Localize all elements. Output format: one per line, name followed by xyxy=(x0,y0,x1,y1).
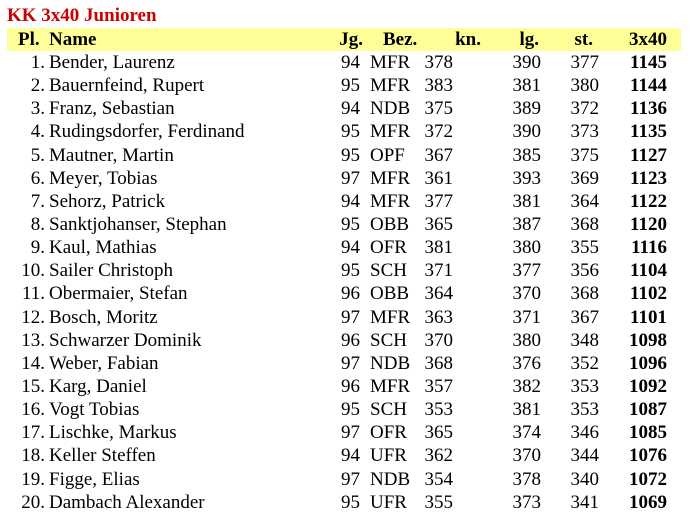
cell-pl: 10. xyxy=(21,260,45,282)
cell-st: 373 xyxy=(570,121,599,143)
header-jg: Jg. xyxy=(339,29,363,50)
cell-jg: 94 xyxy=(341,445,360,467)
cell-st: 375 xyxy=(570,144,599,166)
cell-jg: 95 xyxy=(341,75,360,97)
cell-name: Lischke, Markus xyxy=(49,422,177,444)
cell-st: 353 xyxy=(570,399,599,421)
page-title: KK 3x40 Junioren xyxy=(7,5,157,26)
cell-bez: SCH xyxy=(370,399,407,421)
cell-st: 344 xyxy=(570,445,599,467)
cell-total: 1120 xyxy=(630,213,667,235)
cell-lg: 373 xyxy=(512,491,541,513)
table-header xyxy=(0,28,691,51)
cell-kn: 354 xyxy=(424,468,453,490)
cell-name: Figge, Elias xyxy=(49,468,140,490)
cell-total: 1116 xyxy=(631,237,667,259)
cell-kn: 363 xyxy=(424,306,453,328)
cell-name: Bosch, Moritz xyxy=(49,306,158,328)
cell-bez: MFR xyxy=(370,167,411,189)
cell-jg: 96 xyxy=(341,283,360,305)
cell-total: 1069 xyxy=(629,491,667,513)
cell-lg: 393 xyxy=(512,167,541,189)
cell-name: Sehorz, Patrick xyxy=(49,190,166,212)
cell-name: Dambach Alexander xyxy=(49,491,205,513)
cell-st: 340 xyxy=(570,468,599,490)
cell-kn: 365 xyxy=(424,213,453,235)
cell-kn: 375 xyxy=(424,98,453,120)
cell-kn: 362 xyxy=(424,445,453,467)
cell-name: Bauernfeind, Rupert xyxy=(49,75,205,97)
cell-kn: 361 xyxy=(424,167,453,189)
cell-pl: 20. xyxy=(21,491,45,513)
table-row xyxy=(0,329,691,352)
cell-jg: 95 xyxy=(341,121,360,143)
table-row xyxy=(0,144,691,167)
cell-name: Franz, Sebastian xyxy=(49,98,175,120)
cell-st: 380 xyxy=(570,75,599,97)
cell-lg: 381 xyxy=(512,399,541,421)
cell-kn: 353 xyxy=(424,399,453,421)
cell-total: 1096 xyxy=(629,352,667,374)
cell-name: Sanktjohanser, Stephan xyxy=(49,213,227,235)
cell-total: 1104 xyxy=(630,260,667,282)
cell-bez: MFR xyxy=(370,375,411,397)
cell-bez: OBB xyxy=(370,283,410,305)
cell-name: Vogt Tobias xyxy=(49,399,140,421)
cell-st: 377 xyxy=(570,52,599,73)
cell-st: 369 xyxy=(570,167,599,189)
cell-kn: 381 xyxy=(424,237,453,259)
cell-kn: 364 xyxy=(424,283,453,305)
cell-st: 367 xyxy=(570,306,599,328)
cell-lg: 378 xyxy=(512,468,541,490)
cell-pl: 6. xyxy=(30,167,45,189)
cell-lg: 374 xyxy=(512,422,541,444)
cell-st: 355 xyxy=(570,237,599,259)
cell-st: 341 xyxy=(570,491,599,513)
cell-total: 1087 xyxy=(629,399,667,421)
header-st: st. xyxy=(574,29,593,50)
cell-bez: UFR xyxy=(370,491,407,513)
cell-lg: 370 xyxy=(512,445,541,467)
cell-total: 1092 xyxy=(629,375,667,397)
header-name: Name xyxy=(49,29,97,50)
cell-bez: MFR xyxy=(370,306,411,328)
cell-pl: 4. xyxy=(30,121,45,143)
cell-pl: 3. xyxy=(30,98,45,120)
cell-pl: 17. xyxy=(21,422,45,444)
cell-jg: 94 xyxy=(341,52,360,73)
cell-pl: 11. xyxy=(21,283,45,305)
cell-name: Keller Steffen xyxy=(49,445,156,467)
table-row xyxy=(0,213,691,236)
cell-st: 356 xyxy=(570,260,599,282)
cell-st: 346 xyxy=(570,422,599,444)
cell-st: 348 xyxy=(570,329,599,351)
cell-total: 1136 xyxy=(630,98,667,120)
cell-name: Sailer Christoph xyxy=(49,260,174,282)
table-row xyxy=(0,306,691,329)
cell-bez: UFR xyxy=(370,445,407,467)
cell-name: Rudingsdorfer, Ferdinand xyxy=(49,121,245,143)
cell-st: 352 xyxy=(570,352,599,374)
cell-lg: 371 xyxy=(512,306,541,328)
cell-bez: OPF xyxy=(370,144,405,166)
cell-bez: MFR xyxy=(370,52,411,73)
cell-name: Weber, Fabian xyxy=(49,352,159,374)
cell-kn: 371 xyxy=(424,260,453,282)
cell-lg: 389 xyxy=(512,98,541,120)
cell-name: Obermaier, Stefan xyxy=(49,283,188,305)
cell-total: 1122 xyxy=(630,190,667,212)
cell-st: 353 xyxy=(570,375,599,397)
table-row xyxy=(0,421,691,444)
cell-st: 368 xyxy=(570,213,599,235)
header-pl: Pl. xyxy=(18,29,40,50)
header-lg: lg. xyxy=(519,29,539,50)
cell-pl: 9. xyxy=(30,237,45,259)
table-row xyxy=(0,468,691,491)
cell-name: Meyer, Tobias xyxy=(49,167,158,189)
cell-lg: 381 xyxy=(512,75,541,97)
cell-jg: 95 xyxy=(341,491,360,513)
cell-jg: 97 xyxy=(341,167,360,189)
cell-bez: MFR xyxy=(370,75,411,97)
table-body xyxy=(0,51,691,514)
cell-bez: OFR xyxy=(370,237,407,259)
cell-jg: 95 xyxy=(341,260,360,282)
cell-total: 1144 xyxy=(630,75,667,97)
cell-kn: 355 xyxy=(424,491,453,513)
cell-total: 1135 xyxy=(630,121,667,143)
cell-kn: 365 xyxy=(424,422,453,444)
cell-total: 1098 xyxy=(629,329,667,351)
cell-pl: 15. xyxy=(21,375,45,397)
cell-kn: 377 xyxy=(424,190,453,212)
cell-lg: 387 xyxy=(512,213,541,235)
header-bez: Bez. xyxy=(383,29,418,50)
cell-st: 368 xyxy=(570,283,599,305)
cell-pl: 18. xyxy=(21,445,45,467)
cell-lg: 377 xyxy=(512,260,541,282)
cell-bez: OFR xyxy=(370,422,407,444)
cell-jg: 94 xyxy=(341,190,360,212)
table-row xyxy=(0,120,691,143)
cell-bez: SCH xyxy=(370,329,407,351)
table-row xyxy=(0,51,691,74)
cell-lg: 380 xyxy=(512,237,541,259)
cell-kn: 357 xyxy=(424,375,453,397)
cell-jg: 97 xyxy=(341,306,360,328)
cell-lg: 382 xyxy=(512,375,541,397)
cell-lg: 370 xyxy=(512,283,541,305)
cell-name: Kaul, Mathias xyxy=(49,237,157,259)
cell-pl: 13. xyxy=(21,329,45,351)
cell-bez: MFR xyxy=(370,190,411,212)
cell-pl: 5. xyxy=(30,144,45,166)
table-row xyxy=(0,491,691,514)
cell-total: 1085 xyxy=(629,422,667,444)
cell-pl: 2. xyxy=(30,75,45,97)
cell-st: 372 xyxy=(570,98,599,120)
cell-name: Mautner, Martin xyxy=(49,144,174,166)
cell-jg: 96 xyxy=(341,375,360,397)
cell-kn: 378 xyxy=(424,52,453,73)
table-row xyxy=(0,97,691,120)
table-row xyxy=(0,398,691,421)
cell-total: 1101 xyxy=(630,306,667,328)
cell-pl: 19. xyxy=(21,468,45,490)
cell-total: 1072 xyxy=(629,468,667,490)
cell-lg: 380 xyxy=(512,329,541,351)
table-row xyxy=(0,74,691,97)
cell-lg: 381 xyxy=(512,190,541,212)
header-kn: kn. xyxy=(455,29,481,50)
cell-jg: 96 xyxy=(341,329,360,351)
cell-lg: 390 xyxy=(512,121,541,143)
cell-total: 1076 xyxy=(629,445,667,467)
cell-jg: 97 xyxy=(341,468,360,490)
cell-jg: 94 xyxy=(341,98,360,120)
table-row xyxy=(0,444,691,467)
cell-bez: NDB xyxy=(370,468,411,490)
cell-bez: NDB xyxy=(370,352,411,374)
cell-lg: 385 xyxy=(512,144,541,166)
cell-bez: OBB xyxy=(370,213,410,235)
table-row xyxy=(0,259,691,282)
cell-kn: 370 xyxy=(424,329,453,351)
cell-bez: MFR xyxy=(370,121,411,143)
table-row xyxy=(0,375,691,398)
table-row xyxy=(0,167,691,190)
cell-total: 1123 xyxy=(630,167,667,189)
table-row xyxy=(0,352,691,375)
cell-name: Schwarzer Dominik xyxy=(49,329,202,351)
cell-jg: 95 xyxy=(341,213,360,235)
cell-kn: 368 xyxy=(424,352,453,374)
cell-total: 1145 xyxy=(630,52,667,73)
cell-pl: 1. xyxy=(30,52,45,73)
cell-jg: 94 xyxy=(341,237,360,259)
cell-jg: 95 xyxy=(341,144,360,166)
header-total: 3x40 xyxy=(629,29,667,50)
table-row xyxy=(0,236,691,259)
cell-lg: 390 xyxy=(512,52,541,73)
cell-jg: 95 xyxy=(341,399,360,421)
cell-pl: 12. xyxy=(21,306,45,328)
cell-st: 364 xyxy=(570,190,599,212)
cell-kn: 383 xyxy=(424,75,453,97)
cell-name: Karg, Daniel xyxy=(49,375,147,397)
table-row xyxy=(0,190,691,213)
results-table xyxy=(0,28,691,514)
cell-name: Bender, Laurenz xyxy=(49,52,175,73)
cell-total: 1127 xyxy=(630,144,667,166)
cell-total: 1102 xyxy=(630,283,667,305)
cell-lg: 376 xyxy=(512,352,541,374)
cell-kn: 367 xyxy=(424,144,453,166)
cell-pl: 14. xyxy=(21,352,45,374)
cell-pl: 7. xyxy=(30,190,45,212)
cell-jg: 97 xyxy=(341,422,360,444)
table-row xyxy=(0,282,691,305)
cell-jg: 97 xyxy=(341,352,360,374)
cell-bez: NDB xyxy=(370,98,411,120)
cell-bez: SCH xyxy=(370,260,407,282)
cell-kn: 372 xyxy=(424,121,453,143)
cell-pl: 16. xyxy=(21,399,45,421)
cell-pl: 8. xyxy=(30,213,45,235)
